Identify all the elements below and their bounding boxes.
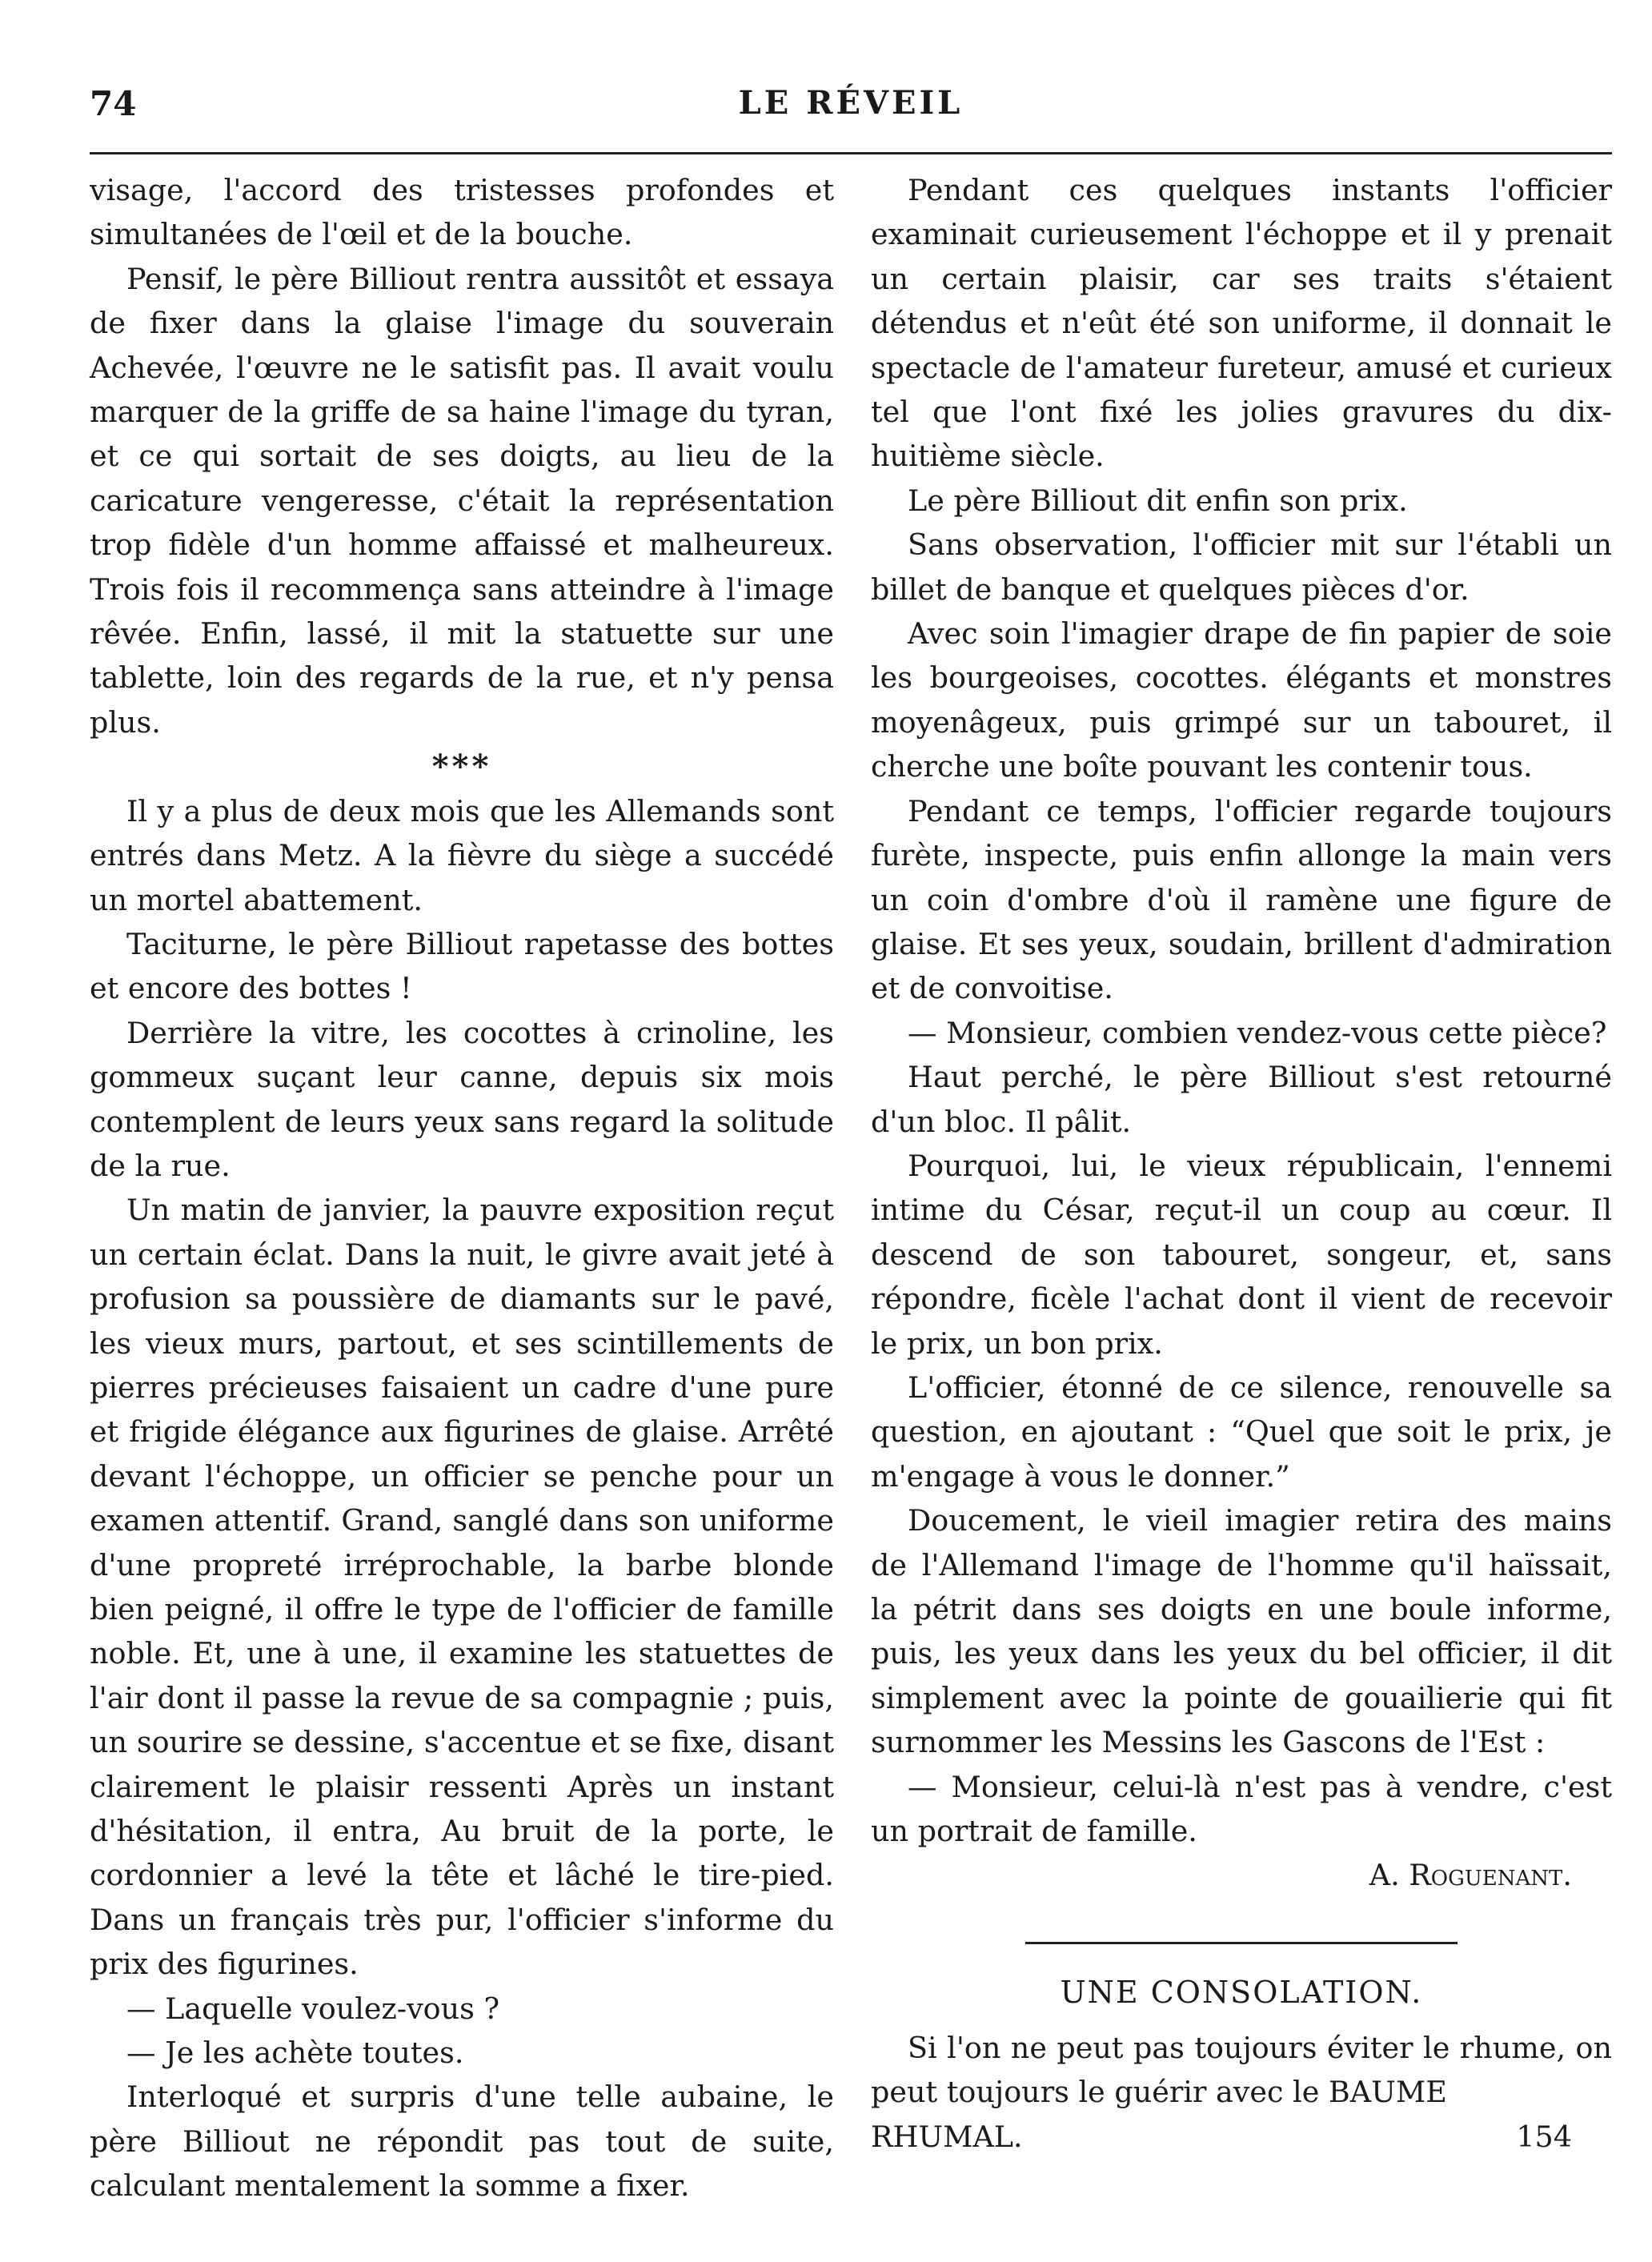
advertisement-text: Si l'on ne peut pas toujours éviter le rhume, on peut toujours le guérir avec le BAUME bbox=[871, 2030, 1612, 2110]
dialogue-line: — Monsieur, celui-là n'est pas à vendre, c'est un portrait de famille. bbox=[871, 1769, 1612, 1849]
left-column bbox=[90, 168, 834, 2208]
paragraph: Doucement, le vieil imagier retira des mains de l'Allemand l'image de l'homme qu'il haïssait, la pétrit dans ses doigts en une boule informe, puis, les yeux dans les yeux du bel officier, il dit simplement avec la pointe de gouailierie qui fit surnommer les Messins les Gascons de l'Est : bbox=[871, 1503, 1612, 1760]
page-header bbox=[90, 84, 1612, 135]
paragraph: Il y a plus de deux mois que les Allemands sont entrés dans Metz. A la fièvre du siège a succédé un mortel abattement. bbox=[90, 793, 834, 917]
section-title: UNE CONSOLATION. bbox=[1060, 1974, 1423, 2010]
paragraph: Pendant ce temps, l'officier regarde toujours furète, inspecte, puis enfin allonge la main vers un coin d'ombre d'où il ramène une figure de glaise. Et ses yeux, soudain, brillent d'admiration et de convoitise. bbox=[871, 793, 1612, 1006]
paragraph: Derrière la vitre, les cocottes à crinoline, les gommeux suçant leur canne, depuis six mois contemplent de leurs yeux sans regard la solitude de la rue. bbox=[90, 1015, 834, 1183]
paragraph: Avec soin l'imagier drape de fin papier de soie les bourgeoises, cocottes. élégants et monstres moyenâgeux, puis grimpé sur un tabouret, il cherche une boîte pouvant les contenir tous. bbox=[871, 616, 1612, 784]
dialogue-line: — Monsieur, combien vendez-vous cette pièce? bbox=[908, 1015, 1607, 1050]
advertisement-number: 154 bbox=[1516, 2119, 1572, 2154]
right-column bbox=[871, 168, 1612, 2159]
header-rule bbox=[90, 152, 1612, 154]
paragraph: Taciturne, le père Billiout rapetasse des bottes et encore des bottes ! bbox=[90, 926, 834, 1006]
dialogue-line: — Je les achète toutes. bbox=[126, 2035, 464, 2071]
paragraph: Pendant ces quelques instants l'officier examinait curieusement l'échoppe et il y prenait un certain plaisir, car ses traits s'étaient détendus et n'eût été son uniforme, il donnait le spectacle de l'amateur fureteur, amusé et curieux tel que l'ont fixé les jolies gravures du dix-huitième siècle. bbox=[871, 173, 1612, 474]
product-name: RHUMAL. bbox=[871, 2119, 1023, 2154]
paragraph: Le père Billiout dit enfin son prix. bbox=[908, 483, 1408, 518]
paragraph: Pensif, le père Billiout rentra aussitôt et essaya de fixer dans la glaise l'image du souverain Achevée, l'œuvre ne le satisfit pas. Il avait voulu marquer de la griffe de sa haine l'image du tyran, et ce qui sortait de ses doigts, au lieu de la caricature vengeresse, c'était la représentation trop fidèle d'un homme affaissé et malheureux. Trois fois il recommença sans atteindre à l'image rêvée. Enfin, lassé, il mit la statuette sur une tablette, loin des regards de la rue, et n'y pensa plus. bbox=[90, 261, 834, 740]
paragraph: visage, l'accord des tristesses profondes et simultanées de l'œil et de la bouche. bbox=[90, 173, 834, 252]
page-number: 74 bbox=[90, 84, 137, 123]
section-separator: *** bbox=[431, 748, 492, 786]
paragraph: Un matin de janvier, la pauvre exposition reçut un certain éclat. Dans la nuit, le givre avait jeté à profusion sa poussière de diamants sur le pavé, les vieux murs, partout, et ses scintillements de pierres précieuses faisaient un cadre d'une pure et frigide élégance aux figurines de glaise. Arrêté devant l'échoppe, un officier se penche pour un examen attentif. Grand, sanglé dans son uniforme d'une propreté irréprochable, la barbe blonde bien peigné, il offre le type de l'officier de famille noble. Et, une à une, il examine les statuettes de l'air dont il passe la revue de sa compagnie ; puis, un sourire se dessine, s'accentue et se fixe, disant clairement le plaisir ressenti Après un instant d'hésitation, il entra, Au bruit de la porte, le cordonnier a levé la tête et lâché le tire-pied. Dans un français très pur, l'officier s'informe du prix des figurines. bbox=[90, 1193, 834, 1982]
section-rule bbox=[1025, 1942, 1458, 1944]
paragraph: L'officier, étonné de ce silence, renouvelle sa question, en ajoutant : “Quel que soit le prix, je m'engage à vous le donner.” bbox=[871, 1370, 1612, 1494]
paragraph: Pourquoi, lui, le vieux républicain, l'ennemi intime du César, reçut-il un coup au cœur. Il descend de son tabouret, songeur, et, sans répondre, ficèle l'achat dont il vient de recevoir le prix, un bon prix. bbox=[871, 1148, 1612, 1361]
advertisement-footer bbox=[871, 2115, 1612, 2159]
running-title: LE RÉVEIL bbox=[738, 84, 964, 122]
paragraph: Interloqué et surpris d'une telle aubaine, le père Billiout ne répondit pas tout de suite, calculant mentalement la somme a fixer. bbox=[90, 2080, 834, 2204]
paragraph: Sans observation, l'officier mit sur l'établi un billet de banque et quelques pièces d'or. bbox=[871, 527, 1612, 607]
dialogue-line: — Laquelle voulez-vous ? bbox=[126, 1991, 500, 2026]
author-signature: A. Roguenant. bbox=[1369, 1858, 1572, 1893]
paragraph: Haut perché, le père Billiout s'est retourné d'un bloc. Il pâlit. bbox=[871, 1060, 1612, 1139]
